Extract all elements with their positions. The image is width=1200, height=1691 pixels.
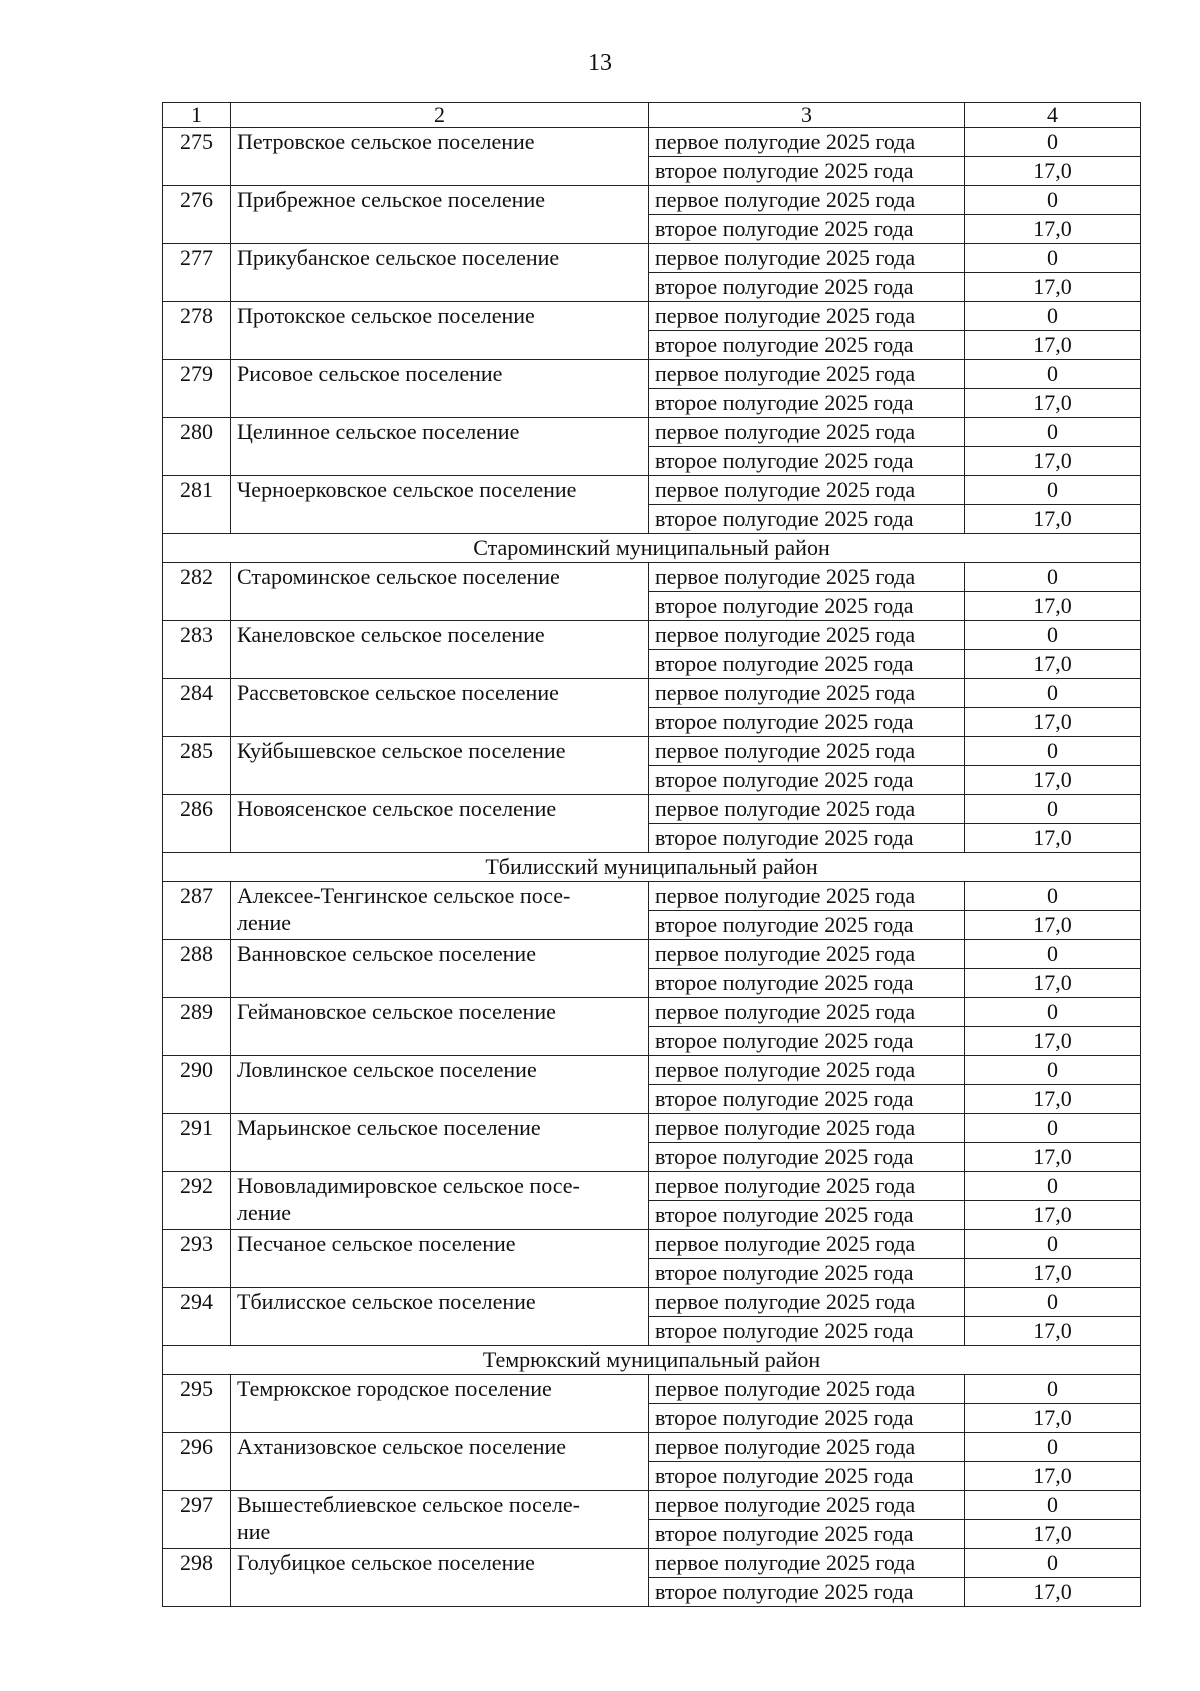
settlement-name: Новоясенское сельское поселение	[231, 795, 649, 853]
settlement-name: Прибрежное сельское поселение	[231, 186, 649, 244]
table-row	[163, 1288, 1141, 1317]
settlement-name: Куйбышевское сельское поселение	[231, 737, 649, 795]
district-heading: Тбилисский муниципальный район	[163, 853, 1141, 882]
district-heading: Темрюкский муниципальный район	[163, 1346, 1141, 1375]
settlement-name: Алексее-Тенгинское сельское посе- ление	[231, 882, 649, 940]
table-row	[163, 940, 1141, 969]
row-number: 277	[163, 244, 231, 302]
row-number: 285	[163, 737, 231, 795]
table-row	[163, 360, 1141, 389]
row-number: 275	[163, 128, 231, 186]
settlement-name: Песчаное сельское поселение	[231, 1230, 649, 1288]
value-cell: 0	[965, 186, 1141, 215]
period-cell: первое полугодие 2025 года	[649, 128, 965, 157]
value-cell: 0	[965, 128, 1141, 157]
district-row	[163, 1346, 1141, 1375]
settlement-name: Марьинское сельское поселение	[231, 1114, 649, 1172]
period-cell: первое полугодие 2025 года	[649, 1114, 965, 1143]
period-cell: первое полугодие 2025 года	[649, 1288, 965, 1317]
settlement-name: Черноерковское сельское поселение	[231, 476, 649, 534]
settlement-name: Ахтанизовское сельское поселение	[231, 1433, 649, 1491]
period-cell: первое полугодие 2025 года	[649, 186, 965, 215]
value-cell: 0	[965, 476, 1141, 505]
settlement-name: Вышестеблиевское сельское поселе- ние	[231, 1491, 649, 1549]
value-cell: 17,0	[965, 447, 1141, 476]
value-cell: 0	[965, 1114, 1141, 1143]
header-col-4: 4	[965, 103, 1141, 128]
period-cell: первое полугодие 2025 года	[649, 621, 965, 650]
period-cell: второе полугодие 2025 года	[649, 215, 965, 244]
table-row	[163, 418, 1141, 447]
settlement-name: Рисовое сельское поселение	[231, 360, 649, 418]
row-number: 292	[163, 1172, 231, 1230]
period-cell: второе полугодие 2025 года	[649, 1027, 965, 1056]
row-number: 296	[163, 1433, 231, 1491]
period-cell: второе полугодие 2025 года	[649, 969, 965, 998]
row-number: 282	[163, 563, 231, 621]
district-row	[163, 853, 1141, 882]
settlement-name: Рассветовское сельское поселение	[231, 679, 649, 737]
table-row	[163, 795, 1141, 824]
settlement-name: Геймановское сельское поселение	[231, 998, 649, 1056]
settlement-name: Протокское сельское поселение	[231, 302, 649, 360]
value-cell: 17,0	[965, 215, 1141, 244]
period-cell: второе полугодие 2025 года	[649, 911, 965, 940]
period-cell: первое полугодие 2025 года	[649, 563, 965, 592]
period-cell: первое полугодие 2025 года	[649, 476, 965, 505]
value-cell: 17,0	[965, 650, 1141, 679]
value-cell: 17,0	[965, 1404, 1141, 1433]
value-cell: 0	[965, 1288, 1141, 1317]
value-cell: 0	[965, 998, 1141, 1027]
value-cell: 17,0	[965, 505, 1141, 534]
period-cell: второе полугодие 2025 года	[649, 273, 965, 302]
value-cell: 17,0	[965, 1520, 1141, 1549]
value-cell: 17,0	[965, 1578, 1141, 1607]
value-cell: 0	[965, 737, 1141, 766]
period-cell: второе полугодие 2025 года	[649, 505, 965, 534]
value-cell: 0	[965, 302, 1141, 331]
value-cell: 17,0	[965, 1085, 1141, 1114]
row-number: 289	[163, 998, 231, 1056]
row-number: 288	[163, 940, 231, 998]
table-row	[163, 302, 1141, 331]
row-number: 291	[163, 1114, 231, 1172]
period-cell: второе полугодие 2025 года	[649, 1462, 965, 1491]
value-cell: 17,0	[965, 1143, 1141, 1172]
value-cell: 0	[965, 1549, 1141, 1578]
table-row	[163, 1114, 1141, 1143]
period-cell: первое полугодие 2025 года	[649, 360, 965, 389]
value-cell: 17,0	[965, 592, 1141, 621]
period-cell: второе полугодие 2025 года	[649, 1201, 965, 1230]
period-cell: первое полугодие 2025 года	[649, 679, 965, 708]
table-row	[163, 476, 1141, 505]
settlement-name: Ловлинское сельское поселение	[231, 1056, 649, 1114]
table-row	[163, 737, 1141, 766]
value-cell: 17,0	[965, 1317, 1141, 1346]
value-cell: 17,0	[965, 1259, 1141, 1288]
period-cell: второе полугодие 2025 года	[649, 650, 965, 679]
period-cell: второе полугодие 2025 года	[649, 1520, 965, 1549]
period-cell: второе полугодие 2025 года	[649, 1259, 965, 1288]
period-cell: первое полугодие 2025 года	[649, 1172, 965, 1201]
settlement-name: Ванновское сельское поселение	[231, 940, 649, 998]
period-cell: второе полугодие 2025 года	[649, 1085, 965, 1114]
row-number: 280	[163, 418, 231, 476]
row-number: 279	[163, 360, 231, 418]
value-cell: 17,0	[965, 389, 1141, 418]
value-cell: 0	[965, 940, 1141, 969]
settlement-name: Прикубанское сельское поселение	[231, 244, 649, 302]
table-row	[163, 621, 1141, 650]
table-row	[163, 1491, 1141, 1520]
value-cell: 17,0	[965, 911, 1141, 940]
header-col-3: 3	[649, 103, 965, 128]
table-row	[163, 1549, 1141, 1578]
value-cell: 17,0	[965, 331, 1141, 360]
row-number: 276	[163, 186, 231, 244]
table-row	[163, 1230, 1141, 1259]
table-row	[163, 882, 1141, 911]
settlement-name: Тбилисское сельское поселение	[231, 1288, 649, 1346]
row-number: 293	[163, 1230, 231, 1288]
row-number: 281	[163, 476, 231, 534]
value-cell: 17,0	[965, 1027, 1141, 1056]
row-number: 278	[163, 302, 231, 360]
period-cell: первое полугодие 2025 года	[649, 998, 965, 1027]
period-cell: второе полугодие 2025 года	[649, 157, 965, 186]
district-row	[163, 534, 1141, 563]
value-cell: 17,0	[965, 708, 1141, 737]
settlement-name: Темрюкское городское поселение	[231, 1375, 649, 1433]
table-row	[163, 679, 1141, 708]
header-col-2: 2	[231, 103, 649, 128]
row-number: 284	[163, 679, 231, 737]
value-cell: 17,0	[965, 1201, 1141, 1230]
table-row	[163, 1433, 1141, 1462]
period-cell: первое полугодие 2025 года	[649, 737, 965, 766]
value-cell: 0	[965, 1056, 1141, 1085]
value-cell: 17,0	[965, 824, 1141, 853]
period-cell: второе полугодие 2025 года	[649, 1317, 965, 1346]
value-cell: 17,0	[965, 157, 1141, 186]
table-row	[163, 1375, 1141, 1404]
value-cell: 0	[965, 679, 1141, 708]
value-cell: 17,0	[965, 766, 1141, 795]
value-cell: 0	[965, 1433, 1141, 1462]
row-number: 286	[163, 795, 231, 853]
row-number: 295	[163, 1375, 231, 1433]
period-cell: второе полугодие 2025 года	[649, 766, 965, 795]
page-number: 13	[588, 50, 612, 76]
table-row	[163, 1056, 1141, 1085]
period-cell: первое полугодие 2025 года	[649, 1433, 965, 1462]
value-cell: 0	[965, 1230, 1141, 1259]
table-row	[163, 128, 1141, 157]
value-cell: 0	[965, 360, 1141, 389]
period-cell: второе полугодие 2025 года	[649, 592, 965, 621]
district-heading: Староминский муниципальный район	[163, 534, 1141, 563]
period-cell: второе полугодие 2025 года	[649, 824, 965, 853]
table-row	[163, 998, 1141, 1027]
value-cell: 0	[965, 621, 1141, 650]
period-cell: первое полугодие 2025 года	[649, 1549, 965, 1578]
period-cell: первое полугодие 2025 года	[649, 302, 965, 331]
table-body	[163, 103, 1141, 1607]
row-number: 294	[163, 1288, 231, 1346]
row-number: 297	[163, 1491, 231, 1549]
value-cell: 0	[965, 244, 1141, 273]
value-cell: 17,0	[965, 1462, 1141, 1491]
period-cell: второе полугодие 2025 года	[649, 389, 965, 418]
period-cell: второе полугодие 2025 года	[649, 1404, 965, 1433]
period-cell: первое полугодие 2025 года	[649, 940, 965, 969]
row-number: 298	[163, 1549, 231, 1607]
row-number: 287	[163, 882, 231, 940]
period-cell: первое полугодие 2025 года	[649, 1375, 965, 1404]
value-cell: 0	[965, 882, 1141, 911]
period-cell: первое полугодие 2025 года	[649, 795, 965, 824]
period-cell: первое полугодие 2025 года	[649, 1491, 965, 1520]
settlements-table	[162, 102, 1141, 1607]
period-cell: второе полугодие 2025 года	[649, 1143, 965, 1172]
settlement-name: Канеловское сельское поселение	[231, 621, 649, 679]
period-cell: первое полугодие 2025 года	[649, 244, 965, 273]
settlement-name: Голубицкое сельское поселение	[231, 1549, 649, 1607]
value-cell: 0	[965, 1375, 1141, 1404]
value-cell: 0	[965, 1172, 1141, 1201]
header-col-1: 1	[163, 103, 231, 128]
table-row	[163, 186, 1141, 215]
period-cell: второе полугодие 2025 года	[649, 331, 965, 360]
value-cell: 17,0	[965, 969, 1141, 998]
period-cell: второе полугодие 2025 года	[649, 708, 965, 737]
settlement-name: Петровское сельское поселение	[231, 128, 649, 186]
period-cell: второе полугодие 2025 года	[649, 1578, 965, 1607]
settlement-name: Целинное сельское поселение	[231, 418, 649, 476]
settlement-name: Нововладимировское сельское посе- ление	[231, 1172, 649, 1230]
value-cell: 0	[965, 1491, 1141, 1520]
table-row	[163, 1172, 1141, 1201]
value-cell: 0	[965, 795, 1141, 824]
row-number: 290	[163, 1056, 231, 1114]
period-cell: первое полугодие 2025 года	[649, 882, 965, 911]
period-cell: первое полугодие 2025 года	[649, 418, 965, 447]
row-number: 283	[163, 621, 231, 679]
period-cell: второе полугодие 2025 года	[649, 447, 965, 476]
value-cell: 0	[965, 563, 1141, 592]
value-cell: 17,0	[965, 273, 1141, 302]
period-cell: первое полугодие 2025 года	[649, 1056, 965, 1085]
table-row	[163, 563, 1141, 592]
value-cell: 0	[965, 418, 1141, 447]
settlement-name: Староминское сельское поселение	[231, 563, 649, 621]
table-row	[163, 244, 1141, 273]
table-header-row	[163, 103, 1141, 128]
period-cell: первое полугодие 2025 года	[649, 1230, 965, 1259]
